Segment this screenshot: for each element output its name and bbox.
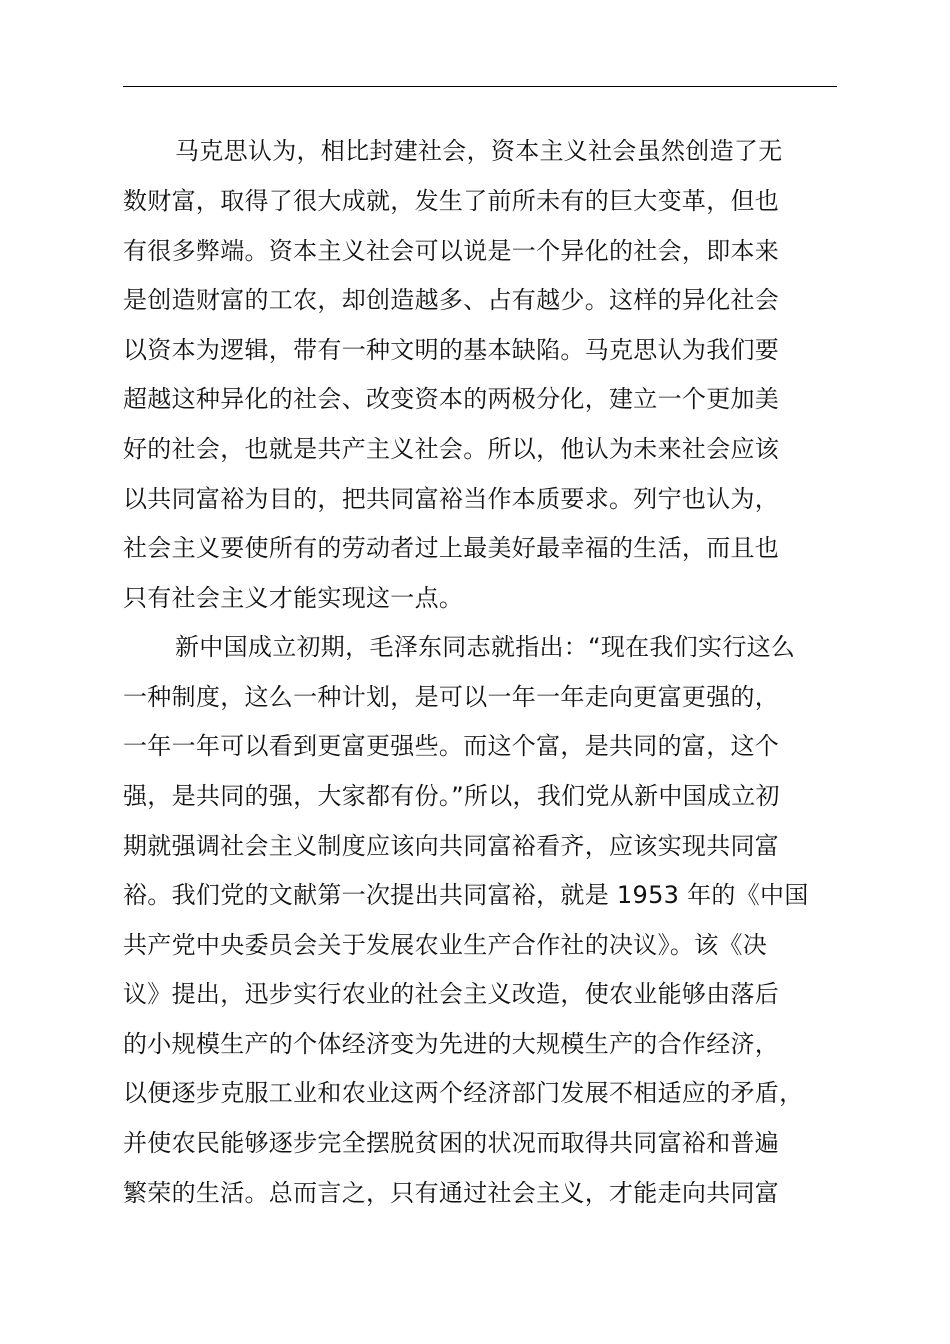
text-line: 好的社会，也就是共产主义社会。所以，他认为未来社会应该 [123,435,780,463]
text-line: 共产党中央委员会关于发展农业生产合作社的决议》。该《决 [123,931,768,959]
text-line: 一年一年可以看到更富更强些。而这个富，是共同的富，这个 [123,732,780,760]
text-line: 强，是共同的强，大家都有份。”所以，我们党从新中国成立初 [123,782,780,810]
text-line: 一种制度，这么一种计划，是可以一年一年走向更富更强的， [123,683,780,711]
text-line: 是创造财富的工农，却创造越多、占有越少。这样的异化社会 [123,286,780,314]
header-rule [123,86,837,87]
text-line: 以便逐步克服工业和农业这两个经济部门发展不相适应的矛盾， [123,1079,804,1107]
text-line: 只有社会主义才能实现这一点。 [123,584,464,612]
text-line: 数财富，取得了很大成就，发生了前所未有的巨大变革，但也 [123,187,780,215]
text-line: 并使农民能够逐步完全摆脱贫困的状况而取得共同富裕和普遍 [123,1129,780,1157]
text-line: 期就强调社会主义制度应该向共同富裕看齐，应该实现共同富 [123,832,780,860]
text-line: 有很多弊端。资本主义社会可以说是一个异化的社会，即本来 [123,237,780,265]
text-line: 社会主义要使所有的劳动者过上最美好最幸福的生活，而且也 [123,534,780,562]
text-line: 以共同富裕为目的，把共同富裕当作本质要求。列宁也认为， [123,485,780,513]
text-line: 繁荣的生活。总而言之，只有通过社会主义，才能走向共同富 [123,1179,780,1207]
text-line: 新中国成立初期，毛泽东同志就指出：“现在我们实行这么 [175,633,796,661]
text-line: 议》提出，迅步实行农业的社会主义改造，使农业能够由落后 [123,980,780,1008]
text-line: 裕。我们党的文献第一次提出共同富裕，就是 1953 年的《中国 [123,881,809,909]
text-line: 马克思认为，相比封建社会，资本主义社会虽然创造了无 [175,137,783,165]
text-line: 的小规模生产的个体经济变为先进的大规模生产的合作经济， [123,1030,780,1058]
text-line: 超越这种异化的社会、改变资本的两极分化，建立一个更加美 [123,385,780,413]
text-line: 以资本为逻辑，带有一种文明的基本缺陷。马克思认为我们要 [123,336,780,364]
